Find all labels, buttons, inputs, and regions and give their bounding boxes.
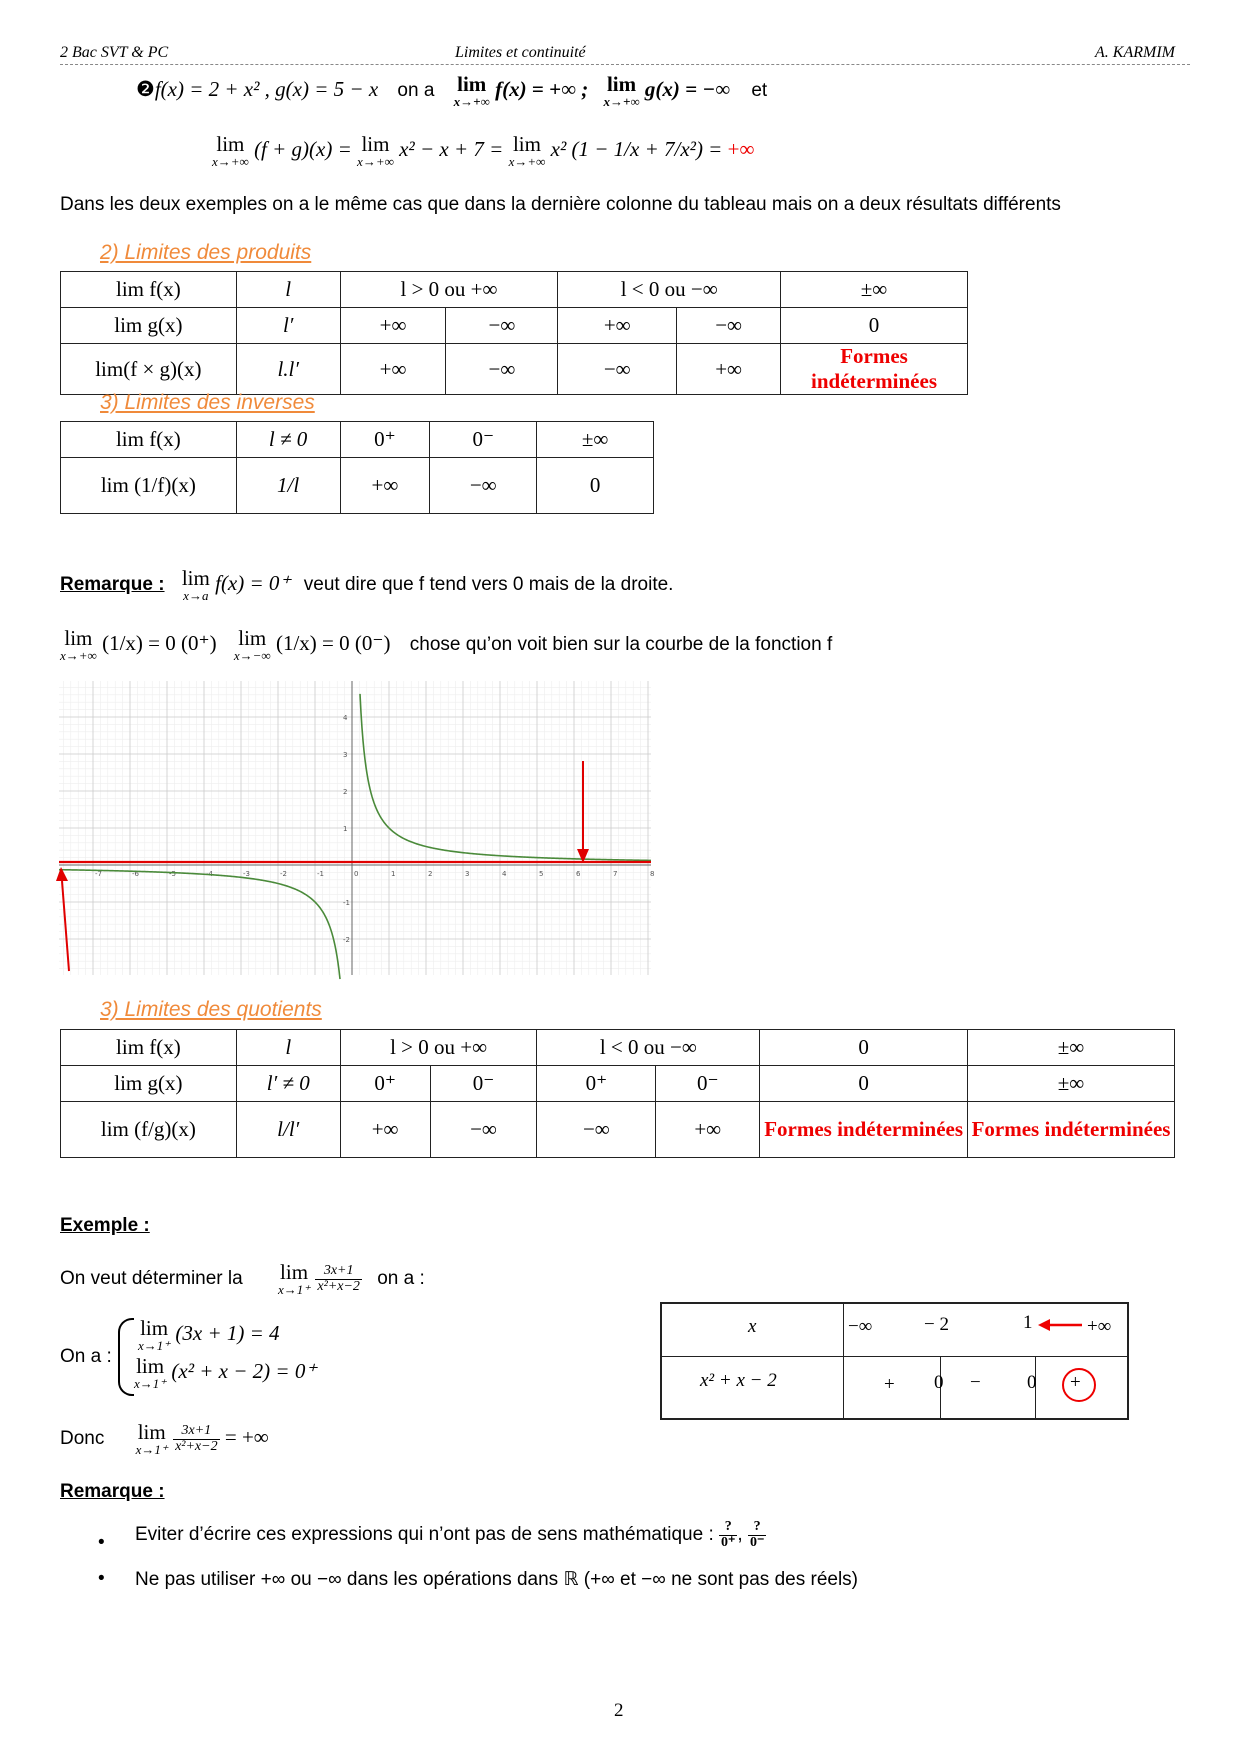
x-tick-label: -6 (132, 870, 139, 878)
ex2-l2-op2: lim x→+∞ (357, 132, 394, 169)
y-tick-label: -1 (343, 899, 350, 907)
section-title-inverses: 3) Limites des inverses (100, 391, 315, 414)
table-produits (60, 271, 968, 395)
cell: lim(f × g)(x) (61, 344, 237, 395)
remarque-2-label: Remarque : (60, 1481, 165, 1502)
cell: l′ ≠ 0 (236, 1066, 340, 1102)
sign-table (660, 1302, 1129, 1420)
x-tick-label: 7 (613, 870, 618, 878)
x-tick-label: 1 (391, 870, 396, 878)
cell: lim f(x) (61, 422, 237, 458)
rem1-lim2: lim x→−∞ (233, 626, 271, 663)
paragraph-1: Dans les deux exemples on a le même cas que dans la dernière colonne du tableau mais on a deux résultats différents (60, 194, 1061, 215)
sign-expr: x² + x − 2 (700, 1370, 777, 1391)
x-tick-label: 6 (576, 870, 581, 878)
ex2-l2a: (f + g)(x) = (254, 136, 352, 161)
cell: lim (f/g)(x) (61, 1102, 237, 1158)
ex2-l2-op3: lim x→+∞ (508, 132, 546, 169)
cell: l.l′ (236, 344, 340, 395)
donc-frac: $\frac{3x+1}{\text{x²+x−2}}$ (175, 1422, 218, 1454)
remarque-1-math: f(x) = 0⁺ (215, 571, 291, 596)
y-tick-label: 3 (343, 751, 348, 759)
x-tick-label: 4 (502, 870, 507, 878)
cell: l (236, 1030, 340, 1066)
cell: −∞ (446, 308, 558, 344)
c1-text: (3x + 1) = 4 (175, 1320, 280, 1345)
cell: +∞ (340, 458, 430, 514)
sign-val: −∞ (848, 1316, 873, 1337)
c2-lim: lim x→1⁺ (134, 1354, 167, 1391)
cell: ±∞ (537, 422, 654, 458)
exemple-donc (60, 1422, 269, 1456)
arrow-left-icon (1038, 1318, 1084, 1332)
c1-lim: lim x→1⁺ (138, 1316, 171, 1353)
exemple-frac: $\frac{3x+1}{\text{x²+x−2}}$ (317, 1262, 360, 1294)
cell: 0 (537, 458, 654, 514)
cell: l (236, 272, 340, 308)
remarque-2-b2: Ne pas utiliser +∞ ou −∞ dans les opérations dans ℝ (+∞ et −∞ ne sont pas des réels) (135, 1569, 859, 1590)
b1-frac1: $\frac{?}{0^+}$ (721, 1519, 736, 1550)
cell: l′ (236, 308, 340, 344)
cell: l/l′ (236, 1102, 340, 1158)
exemple-c2 (134, 1356, 316, 1390)
x-tick-label: -5 (169, 870, 176, 878)
sign-s: + (884, 1374, 895, 1395)
b1-frac2: $\frac{?}{0^-}$ (749, 1519, 765, 1550)
cell: lim f(x) (61, 1030, 237, 1066)
cell: −∞ (537, 1102, 656, 1158)
ex2-et: et (751, 79, 768, 101)
rem1-l2: (1/x) = 0 (0⁻) (275, 631, 391, 656)
cell: +∞ (340, 308, 446, 344)
cell: +∞ (656, 1102, 760, 1158)
brace (118, 1318, 134, 1396)
cell: +∞ (340, 344, 446, 395)
cell: 0⁻ (430, 422, 537, 458)
donc-lim: lim x→1⁺ (135, 1420, 168, 1457)
sign-s: 0 (1027, 1372, 1037, 1393)
cell: Formes indéterminées (781, 344, 968, 395)
ex2-ona: on a (397, 79, 435, 101)
x-tick-label: 2 (428, 870, 433, 878)
ex2-lim2: g(x) = −∞ (644, 76, 731, 101)
cell: l < 0 ou −∞ (558, 272, 781, 308)
cell: +∞ (340, 1102, 430, 1158)
ex2-line1 (136, 74, 767, 108)
cell: −∞ (446, 344, 558, 395)
ex2-lim2-op: lim x→+∞ (603, 72, 640, 109)
sign-val: +∞ (1087, 1316, 1112, 1337)
header-right: A. KARMIM (1095, 44, 1175, 61)
graph-1-over-x (59, 681, 655, 975)
rem1-l1: (1/x) = 0 (0⁺) (102, 631, 217, 656)
cell: −∞ (677, 308, 781, 344)
remarque-1 (60, 568, 673, 602)
cell: +∞ (677, 344, 781, 395)
section-title-produits: 2) Limites des produits (100, 241, 312, 264)
cell: lim g(x) (61, 308, 237, 344)
y-tick-label: 2 (343, 788, 348, 796)
header-left: 2 Bac SVT & PC (60, 44, 169, 61)
remarque-2-b1: Eviter d’écrire ces expressions qui n’ont pas de sens mathématique : $\frac{?}{0^+}$ , $\frac{?}{0^-}$ (135, 1519, 765, 1550)
exemple-ona2: On a : (60, 1346, 112, 1367)
cell: 0⁺ (340, 1066, 430, 1102)
cell: Formes indéterminées (760, 1102, 968, 1158)
cell: lim (1/f)(x) (61, 458, 237, 514)
cell: lim f(x) (61, 272, 237, 308)
x-tick-label: 0 (354, 870, 359, 878)
sign-val: 1 (1023, 1312, 1033, 1333)
sign-table-hline (662, 1356, 1127, 1357)
ex2-bullet: ❷ (136, 76, 155, 101)
cell: ±∞ (968, 1066, 1175, 1102)
cell: l < 0 ou −∞ (537, 1030, 760, 1066)
ex2-line2 (212, 134, 754, 168)
ex2-lim1-op: lim x→+∞ (453, 72, 490, 109)
cell: l > 0 ou +∞ (340, 1030, 537, 1066)
cell: ±∞ (781, 272, 968, 308)
page-number: 2 (614, 1700, 624, 1721)
ex2-fg: f(x) = 2 + x² , g(x) = 5 − x (154, 76, 379, 101)
exemple-c1 (138, 1318, 280, 1352)
cell: lim g(x) (61, 1066, 237, 1102)
sign-table-vline (843, 1304, 844, 1418)
c2-text: (x² + x − 2) = 0⁺ (171, 1358, 317, 1383)
cell: 0 (781, 308, 968, 344)
sign-x: x (748, 1316, 757, 1337)
cell: +∞ (558, 308, 677, 344)
cell: l > 0 ou +∞ (340, 272, 558, 308)
ex2-lim1: f(x) = +∞ ; (495, 76, 589, 101)
cell: 0⁻ (430, 1066, 537, 1102)
x-tick-label: -4 (206, 870, 213, 878)
cell: 0 (760, 1066, 968, 1102)
x-tick-label: -2 (280, 870, 287, 878)
y-tick-label: -2 (343, 936, 350, 944)
y-tick-label: 4 (343, 714, 348, 722)
x-tick-label: 3 (465, 870, 470, 878)
remarque-1-text: veut dire que f tend vers 0 mais de la droite. (303, 574, 674, 596)
bullet-1: • (98, 1532, 105, 1553)
x-tick-label: -1 (317, 870, 324, 878)
remarque-1-lim: lim x→a (181, 566, 210, 603)
sign-val: − 2 (924, 1314, 949, 1335)
ex2-result: +∞ (727, 136, 755, 161)
exemple-lim: lim x→1⁺ (277, 1260, 311, 1297)
cell: −∞ (430, 1102, 537, 1158)
cell: 0⁺ (340, 422, 430, 458)
y-tick-label: 1 (343, 825, 348, 833)
rem1-lim1: lim x→+∞ (60, 626, 97, 663)
ex2-l2-op1: lim x→+∞ (212, 132, 249, 169)
section-title-quotients: 3) Limites des quotients (100, 998, 322, 1021)
exemple-label: Exemple : (60, 1215, 150, 1236)
exemple-line1-text: On veut déterminer la (60, 1268, 243, 1290)
x-tick-label: -7 (95, 870, 102, 878)
cell: Formes indéterminées (968, 1102, 1175, 1158)
header-rule (60, 64, 1190, 65)
cell: 0 (760, 1030, 968, 1066)
ex2-l2d: (1 − 1/x + 7/x²) = (571, 136, 723, 161)
ex2-l2c: x² (550, 136, 567, 161)
remarque-1-line2 (60, 628, 832, 662)
x-tick-label: -3 (243, 870, 250, 878)
x-tick-label: 5 (539, 870, 544, 878)
donc-res: = +∞ (224, 1425, 269, 1450)
cell: −∞ (430, 458, 537, 514)
donc-text: Donc (60, 1428, 105, 1450)
exemple-ona: on a : (377, 1268, 425, 1290)
header-center: Limites et continuité (455, 44, 586, 61)
b1-text: Eviter d’écrire ces expressions qui n’ont pas de sens mathématique : (135, 1524, 714, 1546)
table-quotients (60, 1029, 1175, 1158)
cell: l ≠ 0 (236, 422, 340, 458)
table-inverses (60, 421, 654, 514)
cell: −∞ (558, 344, 677, 395)
sign-s: − (970, 1372, 981, 1393)
ex2-l2b: x² − x + 7 = (399, 136, 504, 161)
remarque-1-label: Remarque : (60, 574, 165, 596)
sign-s: + (1070, 1372, 1081, 1393)
bullet-2: • (98, 1568, 105, 1589)
rem1-text2: chose qu’on voit bien sur la courbe de la fonction f (409, 634, 833, 656)
cell: 0⁻ (656, 1066, 760, 1102)
x-tick-label: 8 (650, 870, 655, 878)
sign-s: 0 (934, 1372, 944, 1393)
exemple-line1 (60, 1262, 425, 1296)
cell: 1/l (236, 458, 340, 514)
cell: 0⁺ (537, 1066, 656, 1102)
cell: ±∞ (968, 1030, 1175, 1066)
